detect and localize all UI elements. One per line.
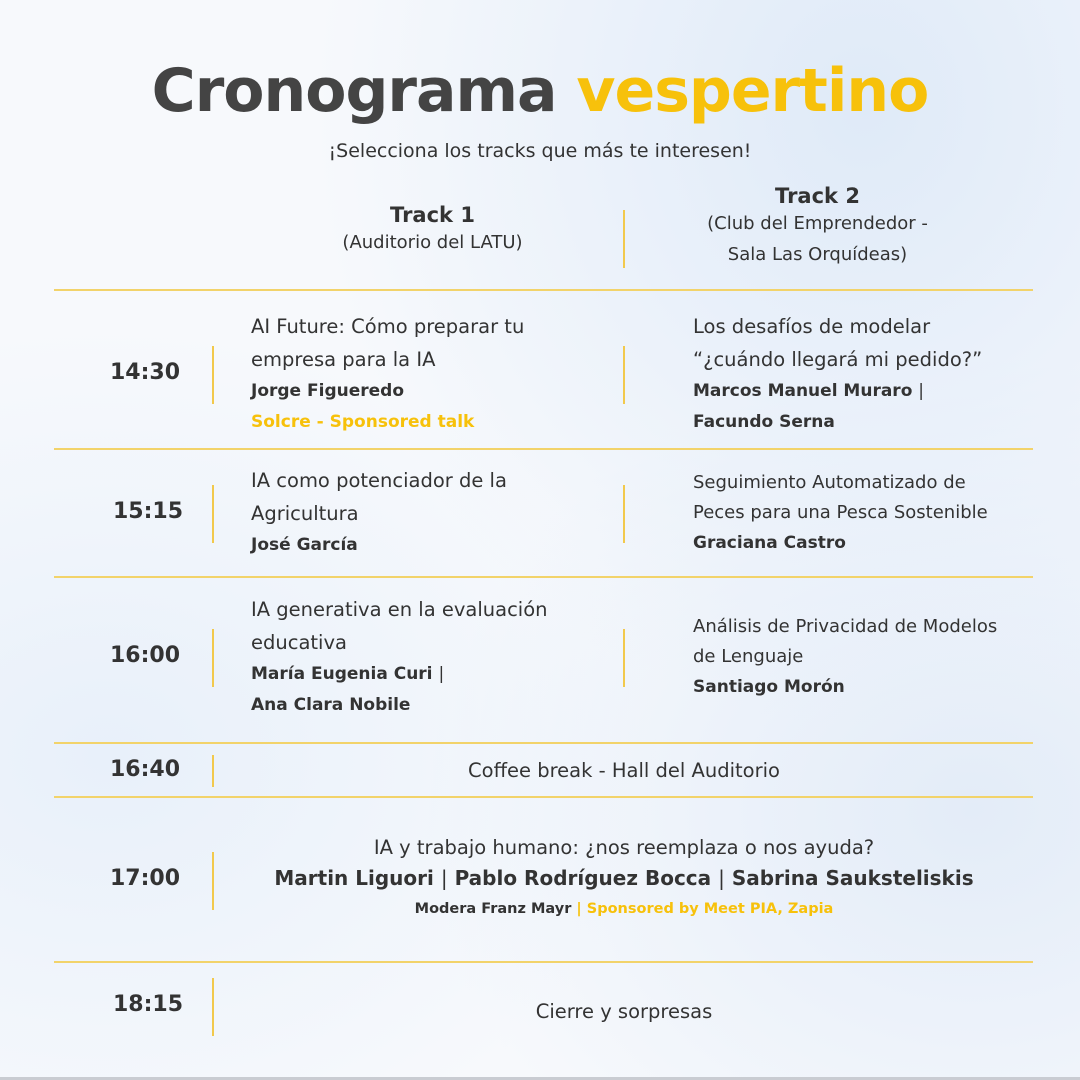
time-divider	[212, 629, 214, 687]
speaker: María Eugenia Curi	[251, 664, 433, 684]
track2-header	[660, 184, 975, 270]
session-title-line: AI Future: Cómo preparar tu	[251, 315, 525, 338]
speaker: Graciana Castro	[693, 533, 846, 553]
session-title-line: “¿cuándo llegará mi pedido?”	[693, 348, 983, 371]
time-1430: 14:30	[109, 360, 181, 385]
session-1600-track1	[251, 593, 611, 721]
track2-name: Track 2	[775, 184, 860, 208]
separator: |	[440, 866, 448, 890]
time-1600: 16:00	[109, 643, 181, 668]
title-main: Cronograma	[151, 56, 557, 126]
speaker: Sabrina Saukstеliskis	[731, 866, 974, 890]
moderator: Modera Franz Mayr	[414, 901, 572, 917]
track-divider	[623, 629, 625, 687]
sponsor-label: Solcre - Sponsored talk	[251, 412, 475, 432]
row-divider	[54, 448, 1033, 450]
track-divider	[623, 485, 625, 543]
speaker: Pablo Rodríguez Bocca	[454, 866, 712, 890]
speaker-line	[251, 659, 611, 690]
sponsor-label: Sponsored by Meet PIA, Zapia	[586, 901, 834, 917]
page-title	[0, 56, 1080, 126]
separator: |	[576, 901, 582, 917]
page-subtitle: ¡Selecciona los tracks que más te interesen!	[328, 140, 752, 162]
panel-title: IA y trabajo humano: ¿nos reemplaza o nos ayuda?	[373, 836, 875, 859]
time-divider	[212, 485, 214, 543]
time-1515: 15:15	[112, 499, 184, 524]
speaker: Facundo Serna	[693, 412, 835, 432]
panel-speakers	[214, 866, 1034, 890]
session-title-line: IA generativa en la evaluación	[251, 598, 548, 621]
time-divider	[212, 346, 214, 404]
coffee-break: Coffee break - Hall del Auditorio	[468, 759, 780, 782]
row-divider	[54, 742, 1033, 744]
separator: |	[718, 866, 725, 890]
session-1600-track2	[693, 612, 1073, 703]
title-accent: vespertino	[576, 56, 929, 126]
time-1700: 17:00	[109, 866, 181, 891]
session-title-line: Los desafíos de modelar	[693, 315, 931, 338]
session-1515-track1	[251, 464, 611, 561]
track2-location-line2: Sala Las Orquídeas)	[727, 244, 908, 265]
time-1815: 18:15	[112, 992, 184, 1017]
speaker: Jorge Figueredo	[251, 381, 405, 401]
session-title-line: educativa	[251, 631, 347, 654]
session-title-line: de Lenguaje	[693, 646, 804, 667]
speaker: Santiago Morón	[693, 677, 845, 697]
session-title-line: Seguimiento Automatizado de	[693, 472, 966, 493]
track1-location: (Auditorio del LATU)	[342, 232, 523, 253]
speaker: José García	[251, 535, 358, 555]
closing: Cierre y sorpresas	[535, 1000, 713, 1023]
session-1515-track2	[693, 468, 1063, 559]
speaker: Ana Clara Nobile	[251, 695, 411, 715]
session-title-line: Agricultura	[251, 502, 359, 525]
session-title-line: IA como potenciador de la	[251, 469, 507, 492]
speaker: Martin Liguori	[274, 866, 434, 890]
session-title-line: Análisis de Privacidad de Modelos	[693, 616, 998, 637]
track1-name: Track 1	[390, 203, 475, 227]
separator: |	[438, 664, 445, 684]
speaker: Marcos Manuel Muraro	[693, 381, 913, 401]
track1-header	[300, 203, 565, 258]
panel-moderator-line	[214, 901, 1034, 917]
row-divider	[54, 289, 1033, 291]
header-divider	[623, 210, 625, 268]
separator: |	[918, 381, 925, 401]
speaker-line	[693, 376, 1053, 407]
track2-location-line1: (Club del Emprendedor -	[707, 213, 928, 234]
session-title-line: Peces para una Pesca Sostenible	[693, 502, 988, 523]
row-divider	[54, 961, 1033, 963]
session-1430-track2	[693, 310, 1053, 438]
row-divider	[54, 796, 1033, 798]
track-divider	[623, 346, 625, 404]
time-1640: 16:40	[109, 757, 181, 782]
session-1430-track1	[251, 310, 611, 437]
row-divider	[54, 576, 1033, 578]
session-title-line: empresa para la IA	[251, 348, 436, 371]
